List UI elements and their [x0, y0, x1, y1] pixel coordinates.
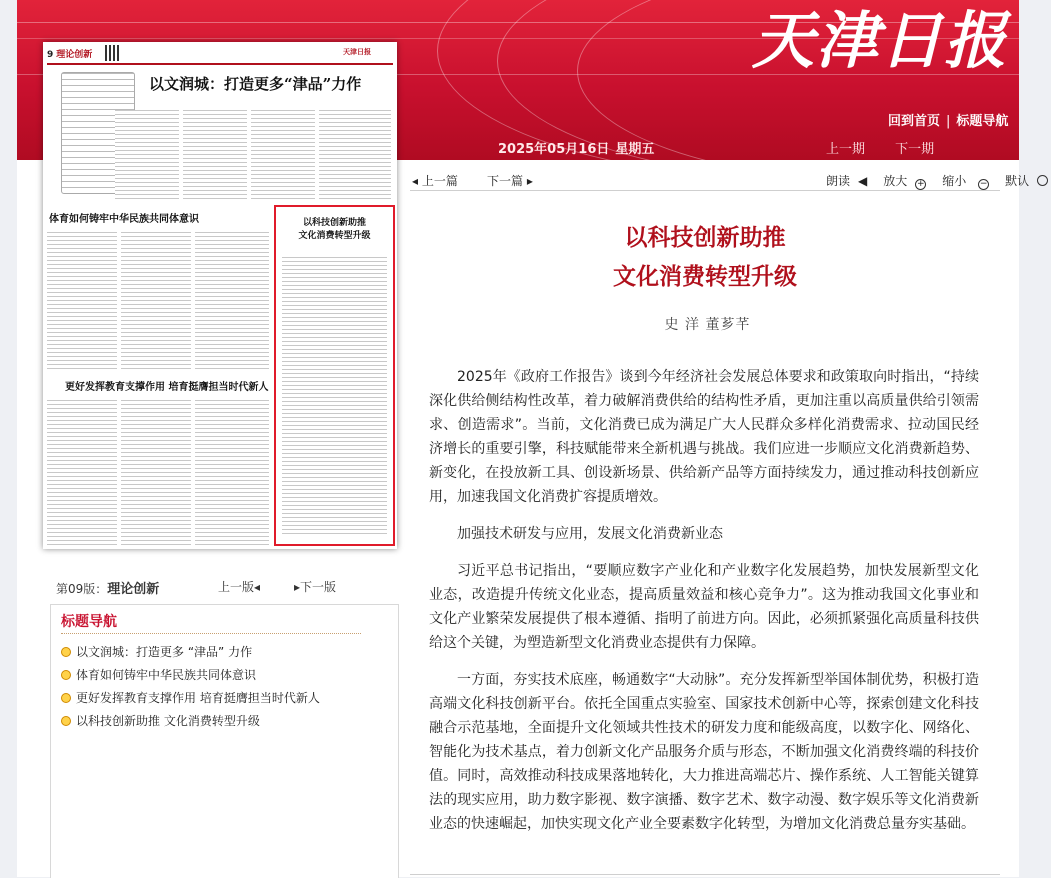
version-label: 第09版：理论创新 — [56, 582, 160, 597]
date-text: 2025年05月16日 — [498, 142, 610, 157]
text-column — [47, 232, 117, 372]
paper-article-title[interactable]: 更好发挥教育支撑作用 培育挺膺担当时代新人 — [65, 382, 269, 393]
toolbar-divider — [410, 190, 1000, 191]
issue-date — [498, 138, 654, 157]
qr-code-icon — [105, 45, 121, 61]
text-column — [183, 110, 247, 200]
arrow-right-icon: ▸ — [526, 174, 533, 188]
arrow-left-icon: ◂ — [254, 580, 261, 594]
zoom-out-button[interactable]: 缩小 − — [942, 174, 988, 189]
title-nav-divider — [61, 633, 361, 634]
top-nav — [888, 110, 1008, 129]
title-nav-item[interactable]: 以科技创新助推 文化消费转型升级 — [61, 709, 320, 732]
article-toolbar — [412, 172, 1030, 190]
reading-tools — [826, 172, 1051, 190]
masthead-logo: 天津日报 — [752, 4, 1009, 77]
text-column — [251, 110, 315, 200]
article-title-line2: 文化消费转型升级 — [613, 264, 797, 290]
newspaper-page-thumbnail[interactable] — [43, 42, 397, 549]
article-body — [429, 365, 979, 849]
read-aloud-button[interactable]: 朗读 ◀ — [826, 174, 868, 188]
title-nav-list — [61, 640, 320, 732]
speaker-icon: ◀ — [858, 174, 868, 188]
bullet-icon — [61, 716, 71, 726]
text-column — [319, 110, 391, 200]
article-paragraph: 2025年《政府工作报告》谈到今年经济社会发展总体要求和政策取向时指出，“持续深化供给侧结构性改革，着力破解消费供给的结构性矛盾，更加注重以高质量供给引领需求、创造需求”。当前，文化消费已成为满足广大人民群众多样化消费需求、拉动国民经济增长的重要引擎，科技赋能带来全新机遇与挑战。我们应进一步顺应文化消费新趋势、新变化，在投放新工具、创设新场景、供给新产品等方面持续发力，通过推动科技创新应用，加速我国文化消费扩容提质增效。 — [429, 369, 979, 505]
arrow-right-icon: ▸ — [294, 580, 301, 594]
reset-zoom-button[interactable]: 默认 — [1005, 174, 1051, 188]
paper-rule — [47, 63, 393, 65]
article-title-line1: 以科技创新助推 — [624, 225, 786, 251]
highlight-title-line1: 以科技创新助推 — [302, 218, 366, 228]
title-nav-item[interactable]: 更好发挥教育支撑作用 培育挺膺担当时代新人 — [61, 686, 320, 709]
title-nav-panel — [50, 604, 399, 878]
weekday-text: 星期五 — [615, 142, 655, 157]
paper-page-label: 9 理论创新 — [47, 50, 93, 60]
highlighted-article-box[interactable] — [274, 205, 395, 546]
plus-icon: + — [916, 179, 925, 189]
prev-article-link[interactable]: ◂ 上一篇 — [412, 174, 458, 188]
title-nav-item[interactable]: 以文润城：打造更多 “津品” 力作 — [61, 640, 320, 663]
title-nav-link[interactable]: 标题导航 — [956, 114, 1009, 129]
zoom-in-button[interactable]: 放大 + — [883, 174, 925, 189]
paper-article-title[interactable]: 体育如何铸牢中华民族共同体意识 — [49, 214, 199, 225]
text-column — [121, 400, 191, 545]
article-subheading: 加强技术研发与应用，发展文化消费新业态 — [457, 526, 723, 542]
bullet-icon — [61, 670, 71, 680]
text-column — [121, 232, 191, 372]
text-column — [47, 400, 117, 545]
next-issue-link[interactable]: 下一期 — [895, 142, 935, 157]
minus-icon: − — [979, 179, 988, 189]
arrow-left-icon: ◂ — [412, 174, 419, 188]
title-nav-item[interactable]: 体育如何铸牢中华民族共同体意识 — [61, 663, 320, 686]
title-nav-heading: 标题导航 — [61, 614, 117, 630]
prev-page-link[interactable]: 上一版◂ — [218, 580, 261, 594]
article-bottom-rule — [410, 874, 1000, 875]
paper-logo: 天津日报 — [343, 48, 371, 56]
text-column — [195, 232, 269, 372]
edition-nav — [826, 138, 960, 157]
bullet-icon — [61, 647, 71, 657]
highlight-title-line2: 文化消费转型升级 — [298, 231, 371, 241]
next-article-link[interactable]: 下一篇 ▸ — [487, 174, 533, 188]
nav-separator: | — [946, 114, 951, 129]
paper-main-headline[interactable]: 以文润城：打造更多“津品”力作 — [149, 75, 362, 93]
next-page-link[interactable]: ▸下一版 — [294, 580, 337, 594]
bullet-icon — [61, 693, 71, 703]
version-name: 理论创新 — [107, 582, 160, 597]
article-authors: 史 洋 董芗芊 — [664, 317, 751, 333]
text-column — [282, 257, 387, 537]
article-paragraph: 习近平总书记指出，“要顺应数字产业化和产业数字化发展趋势，加快发展新型文化业态，改造提升传统文化业态，提高质量效益和核心竞争力”。这为推动我国文化事业和文化产业繁荣发展提供了根本遵循、指明了前进方向。因此，必须抓紧强化高质量科技供给这个关键，为塑造新型文化消费业态提供有力保障。 — [429, 563, 979, 651]
prev-issue-link[interactable]: 上一期 — [826, 142, 866, 157]
circle-icon — [1037, 175, 1048, 186]
text-column — [115, 110, 179, 200]
home-link[interactable]: 回到首页 — [888, 114, 941, 129]
text-column — [195, 400, 269, 545]
article-paragraph: 一方面，夯实技术底座，畅通数字“大动脉”。充分发挥新型举国体制优势，积极打造高端文化科技创新平台。依托全国重点实验室、国家技术创新中心等，探索创建文化科技融合示范基地，全面提升文化领域共性技术的研发力度和能级高度，以数字化、网络化、智能化为技术基点，着力创新文化产品服务介质与形态，不断加强文化消费终端的科技价值。同时，高效推动科技成果落地转化，大力推进高端芯片、操作系统、人工智能关键算法的现实应用，助力数字影视、数字演播、数字艺术、数字动漫、数字娱乐等文化消费新业态的快速崛起，加快实现文化产业全要素数字化转型，为增加文化消费总量夯实基础。 — [429, 672, 979, 832]
